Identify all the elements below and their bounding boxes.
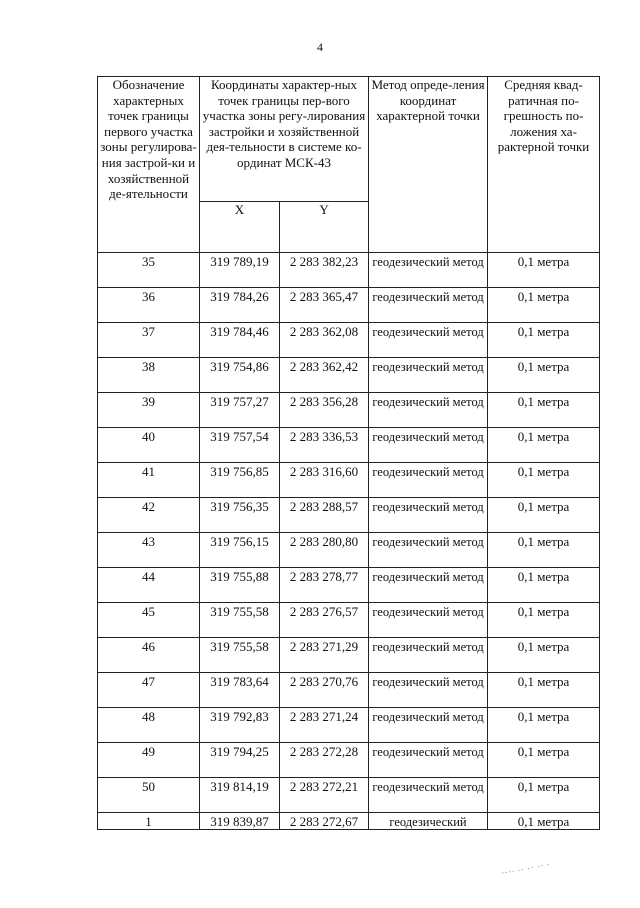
x-coordinate-cell: 319 784,26	[200, 288, 280, 323]
point-id-cell: 49	[98, 743, 200, 778]
method-cell: геодезический метод	[369, 498, 488, 533]
method-cell: геодезический метод	[369, 708, 488, 743]
method-cell: геодезический метод	[369, 603, 488, 638]
method-cell: геодезический метод	[369, 533, 488, 568]
point-id-cell: 50	[98, 778, 200, 813]
method-cell: геодезический метод	[369, 743, 488, 778]
y-coordinate-cell: 2 283 278,77	[280, 568, 369, 603]
error-cell: 0,1 метра	[488, 358, 600, 393]
y-coordinate-cell: 2 283 336,53	[280, 428, 369, 463]
header-method: Метод опреде-ления координат характерной точки	[369, 77, 488, 253]
error-cell: 0,1 метра	[488, 323, 600, 358]
table-row	[98, 288, 600, 323]
method-cell: геодезический метод	[369, 463, 488, 498]
table-body	[98, 253, 600, 830]
y-coordinate-cell: 2 283 356,28	[280, 393, 369, 428]
error-cell: 0,1 метра	[488, 533, 600, 568]
header-designation: Обозначение характерных точек границы первого участка зоны регулирова-ния застрой-ки и хозяйственной де-ятельности	[98, 77, 200, 253]
error-cell: 0,1 метра	[488, 498, 600, 533]
point-id-cell: 43	[98, 533, 200, 568]
error-cell: 0,1 метра	[488, 743, 600, 778]
x-coordinate-cell: 319 757,54	[200, 428, 280, 463]
y-coordinate-cell: 2 283 272,67	[280, 813, 369, 830]
x-coordinate-cell: 319 794,25	[200, 743, 280, 778]
method-cell: геодезический метод	[369, 638, 488, 673]
table-row	[98, 743, 600, 778]
method-cell: геодезический метод	[369, 778, 488, 813]
table-row	[98, 428, 600, 463]
y-coordinate-cell: 2 283 382,23	[280, 253, 369, 288]
method-cell: геодезический метод	[369, 323, 488, 358]
point-id-cell: 39	[98, 393, 200, 428]
error-cell: 0,1 метра	[488, 568, 600, 603]
table-row	[98, 323, 600, 358]
error-cell: 0,1 метра	[488, 813, 600, 830]
point-id-cell: 44	[98, 568, 200, 603]
error-cell: 0,1 метра	[488, 638, 600, 673]
point-id-cell: 41	[98, 463, 200, 498]
point-id-cell: 37	[98, 323, 200, 358]
coordinates-table	[97, 76, 600, 830]
x-coordinate-cell: 319 783,64	[200, 673, 280, 708]
y-coordinate-cell: 2 283 270,76	[280, 673, 369, 708]
table-row	[98, 673, 600, 708]
error-cell: 0,1 метра	[488, 288, 600, 323]
table-row	[98, 813, 600, 830]
table-header	[98, 77, 600, 253]
y-coordinate-cell: 2 283 272,28	[280, 743, 369, 778]
y-coordinate-cell: 2 283 365,47	[280, 288, 369, 323]
x-coordinate-cell: 319 792,83	[200, 708, 280, 743]
x-coordinate-cell: 319 814,19	[200, 778, 280, 813]
point-id-cell: 47	[98, 673, 200, 708]
y-coordinate-cell: 2 283 271,24	[280, 708, 369, 743]
x-coordinate-cell: 319 756,35	[200, 498, 280, 533]
y-coordinate-cell: 2 283 316,60	[280, 463, 369, 498]
x-coordinate-cell: 319 757,27	[200, 393, 280, 428]
method-cell: геодезический метод	[369, 673, 488, 708]
point-id-cell: 48	[98, 708, 200, 743]
table-row	[98, 253, 600, 288]
point-id-cell: 42	[98, 498, 200, 533]
y-coordinate-cell: 2 283 288,57	[280, 498, 369, 533]
point-id-cell: 40	[98, 428, 200, 463]
x-coordinate-cell: 319 755,58	[200, 603, 280, 638]
method-cell: геодезический метод	[369, 253, 488, 288]
table-row	[98, 603, 600, 638]
table-row	[98, 533, 600, 568]
y-coordinate-cell: 2 283 280,80	[280, 533, 369, 568]
error-cell: 0,1 метра	[488, 253, 600, 288]
method-cell: геодезический метод	[369, 358, 488, 393]
table-row	[98, 358, 600, 393]
header-error: Средняя квад-ратичная по-грешность по-ложения ха-рактерной точки	[488, 77, 600, 253]
method-cell: геодезический метод	[369, 288, 488, 323]
y-coordinate-cell: 2 283 272,21	[280, 778, 369, 813]
method-cell: геодезический метод	[369, 428, 488, 463]
table-row	[98, 498, 600, 533]
table-row	[98, 463, 600, 498]
x-coordinate-cell: 319 755,58	[200, 638, 280, 673]
error-cell: 0,1 метра	[488, 778, 600, 813]
point-id-cell: 1	[98, 813, 200, 830]
table-row	[98, 778, 600, 813]
point-id-cell: 46	[98, 638, 200, 673]
error-cell: 0,1 метра	[488, 673, 600, 708]
table-row	[98, 568, 600, 603]
x-coordinate-cell: 319 755,88	[200, 568, 280, 603]
x-coordinate-cell: 319 756,85	[200, 463, 280, 498]
error-cell: 0,1 метра	[488, 603, 600, 638]
x-coordinate-cell: 319 784,46	[200, 323, 280, 358]
point-id-cell: 36	[98, 288, 200, 323]
y-coordinate-cell: 2 283 362,08	[280, 323, 369, 358]
x-coordinate-cell: 319 756,15	[200, 533, 280, 568]
x-coordinate-cell: 319 754,86	[200, 358, 280, 393]
point-id-cell: 38	[98, 358, 200, 393]
point-id-cell: 35	[98, 253, 200, 288]
y-coordinate-cell: 2 283 362,42	[280, 358, 369, 393]
header-coordinates: Координаты характер-ных точек границы пер-вого участка зоны регу-лирования застройки и хозяйственной дея-тельности в системе ко-ординат МСК-43	[200, 77, 369, 202]
point-id-cell: 45	[98, 603, 200, 638]
x-coordinate-cell: 319 839,87	[200, 813, 280, 830]
error-cell: 0,1 метра	[488, 708, 600, 743]
method-cell: геодезический метод	[369, 568, 488, 603]
error-cell: 0,1 метра	[488, 428, 600, 463]
page-number: 4	[317, 40, 323, 54]
error-cell: 0,1 метра	[488, 393, 600, 428]
method-cell: геодезический	[369, 813, 488, 830]
error-cell: 0,1 метра	[488, 463, 600, 498]
header-y: Y	[280, 202, 369, 253]
x-coordinate-cell: 319 789,19	[200, 253, 280, 288]
y-coordinate-cell: 2 283 276,57	[280, 603, 369, 638]
header-x: X	[200, 202, 280, 253]
method-cell: геодезический метод	[369, 393, 488, 428]
table-row	[98, 708, 600, 743]
y-coordinate-cell: 2 283 271,29	[280, 638, 369, 673]
pencil-mark	[500, 862, 552, 876]
table-row	[98, 638, 600, 673]
table-row	[98, 393, 600, 428]
